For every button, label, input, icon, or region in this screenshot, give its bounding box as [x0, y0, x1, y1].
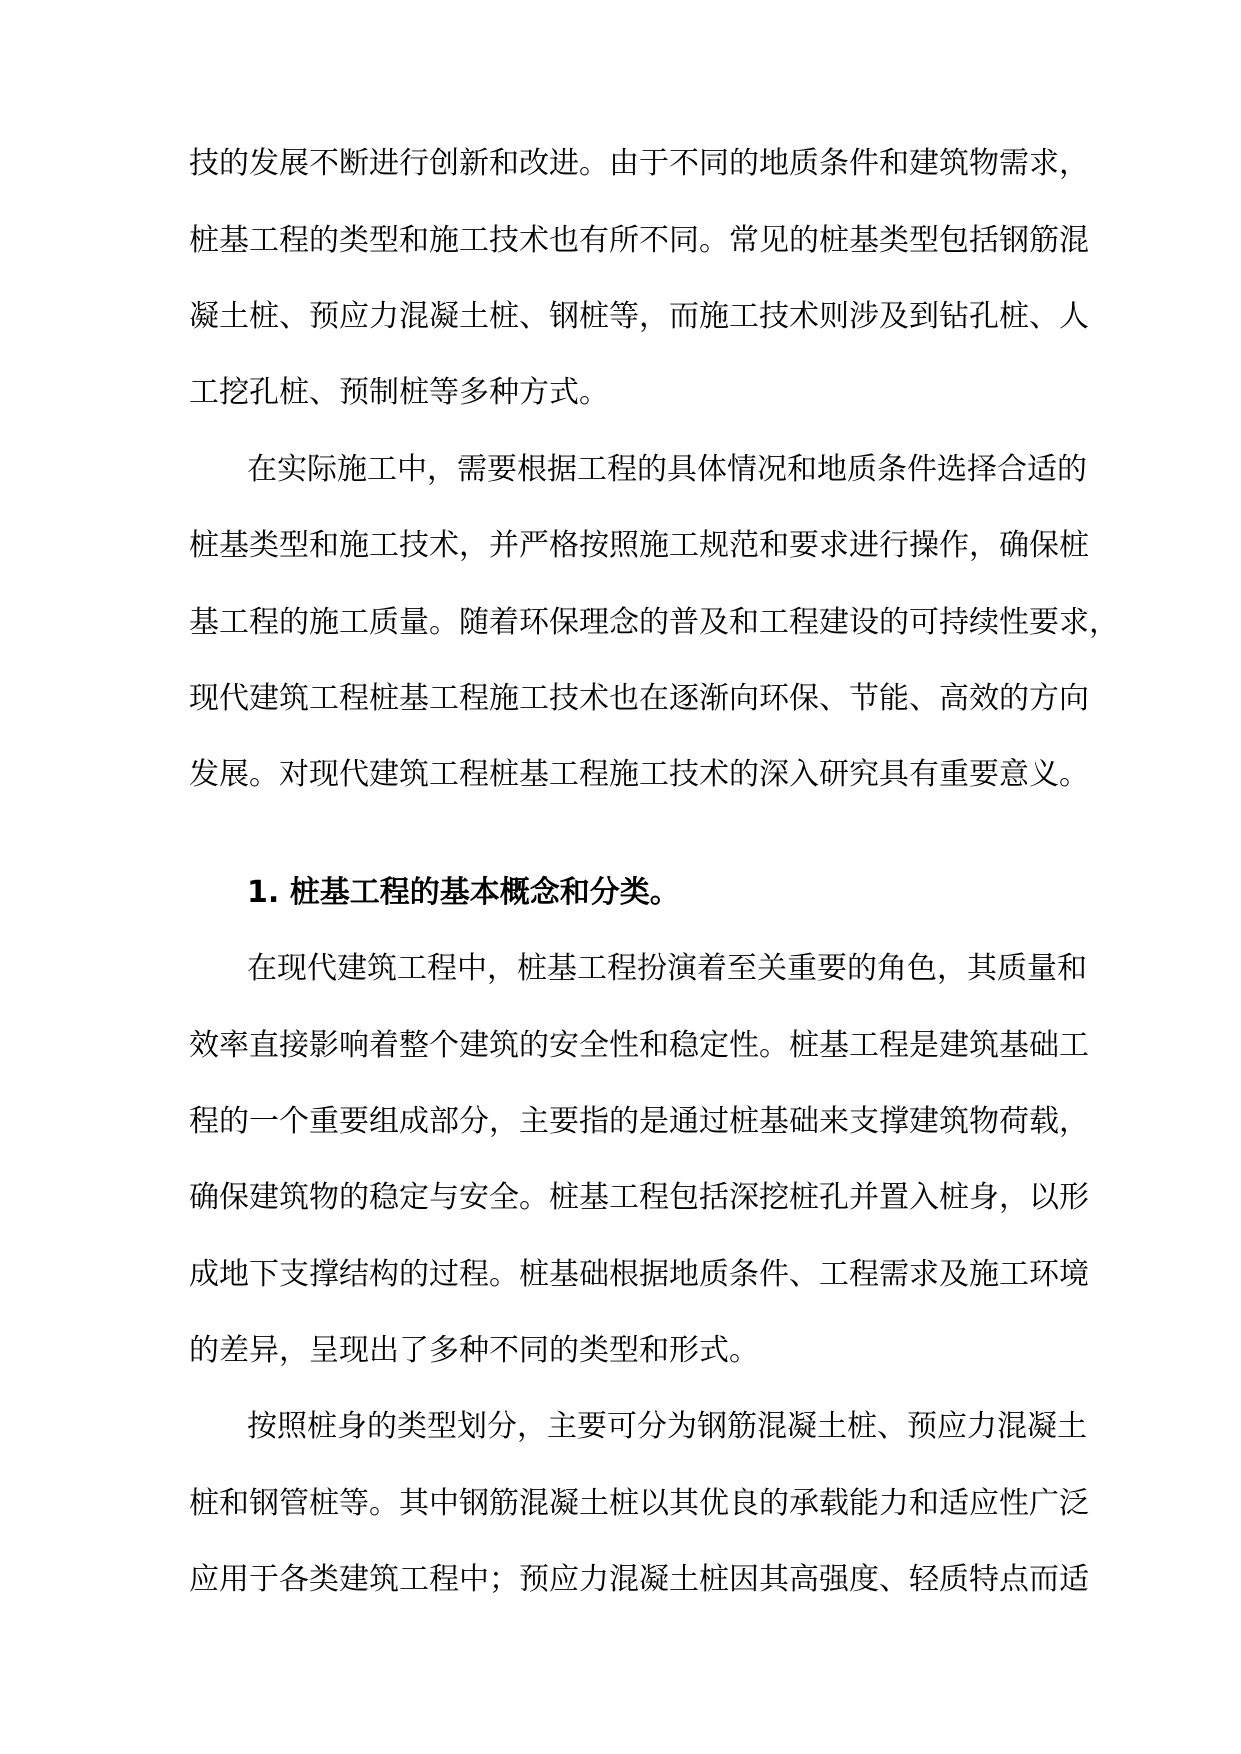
- text-line: 效率直接影响着整个建筑的安全性和稳定性。桩基工程是建筑基础工: [189, 1028, 1089, 1063]
- text-line: 的差异，呈现出了多种不同的类型和形式。: [189, 1333, 759, 1368]
- text-line: 在现代建筑工程中，桩基工程扮演着至关重要的角色，其质量和: [247, 951, 1087, 986]
- text-line: 桩基类型和施工技术，并严格按照施工规范和要求进行操作，确保桩: [189, 528, 1089, 563]
- text-line: 在实际施工中，需要根据工程的具体情况和地质条件选择合适的: [247, 452, 1087, 487]
- text-line: 现代建筑工程桩基工程施工技术也在逐渐向环保、节能、高效的方向: [189, 681, 1089, 716]
- text-line: 桩和钢管桩等。其中钢筋混凝土桩以其优良的承载能力和适应性广泛: [189, 1486, 1089, 1521]
- text-line: 确保建筑物的稳定与安全。桩基工程包括深挖桩孔并置入桩身，以形: [189, 1180, 1089, 1215]
- text-line: 凝土桩、预应力混凝土桩、钢桩等，而施工技术则涉及到钻孔桩、人: [189, 299, 1089, 334]
- text-line: 基工程的施工质量。随着环保理念的普及和工程建设的可持续性要求，: [189, 605, 1119, 640]
- text-line: 应用于各类建筑工程中；预应力混凝土桩因其高强度、轻质特点而适: [189, 1562, 1089, 1597]
- text-line: 按照桩身的类型划分，主要可分为钢筋混凝土桩、预应力混凝土: [247, 1409, 1087, 1444]
- text-line: 桩基工程的类型和施工技术也有所不同。常见的桩基类型包括钢筋混: [189, 223, 1089, 258]
- text-line: 工挖孔桩、预制桩等多种方式。: [189, 375, 609, 410]
- section-heading: 1. 桩基工程的基本概念和分类。: [247, 875, 680, 910]
- text-line: 发展。对现代建筑工程桩基工程施工技术的深入研究具有重要意义。: [189, 757, 1089, 792]
- text-line: 技的发展不断进行创新和改进。由于不同的地质条件和建筑物需求，: [189, 146, 1089, 181]
- text-line: 成地下支撑结构的过程。桩基础根据地质条件、工程需求及施工环境: [189, 1257, 1089, 1292]
- text-line: 程的一个重要组成部分，主要指的是通过桩基础来支撑建筑物荷载，: [189, 1104, 1089, 1139]
